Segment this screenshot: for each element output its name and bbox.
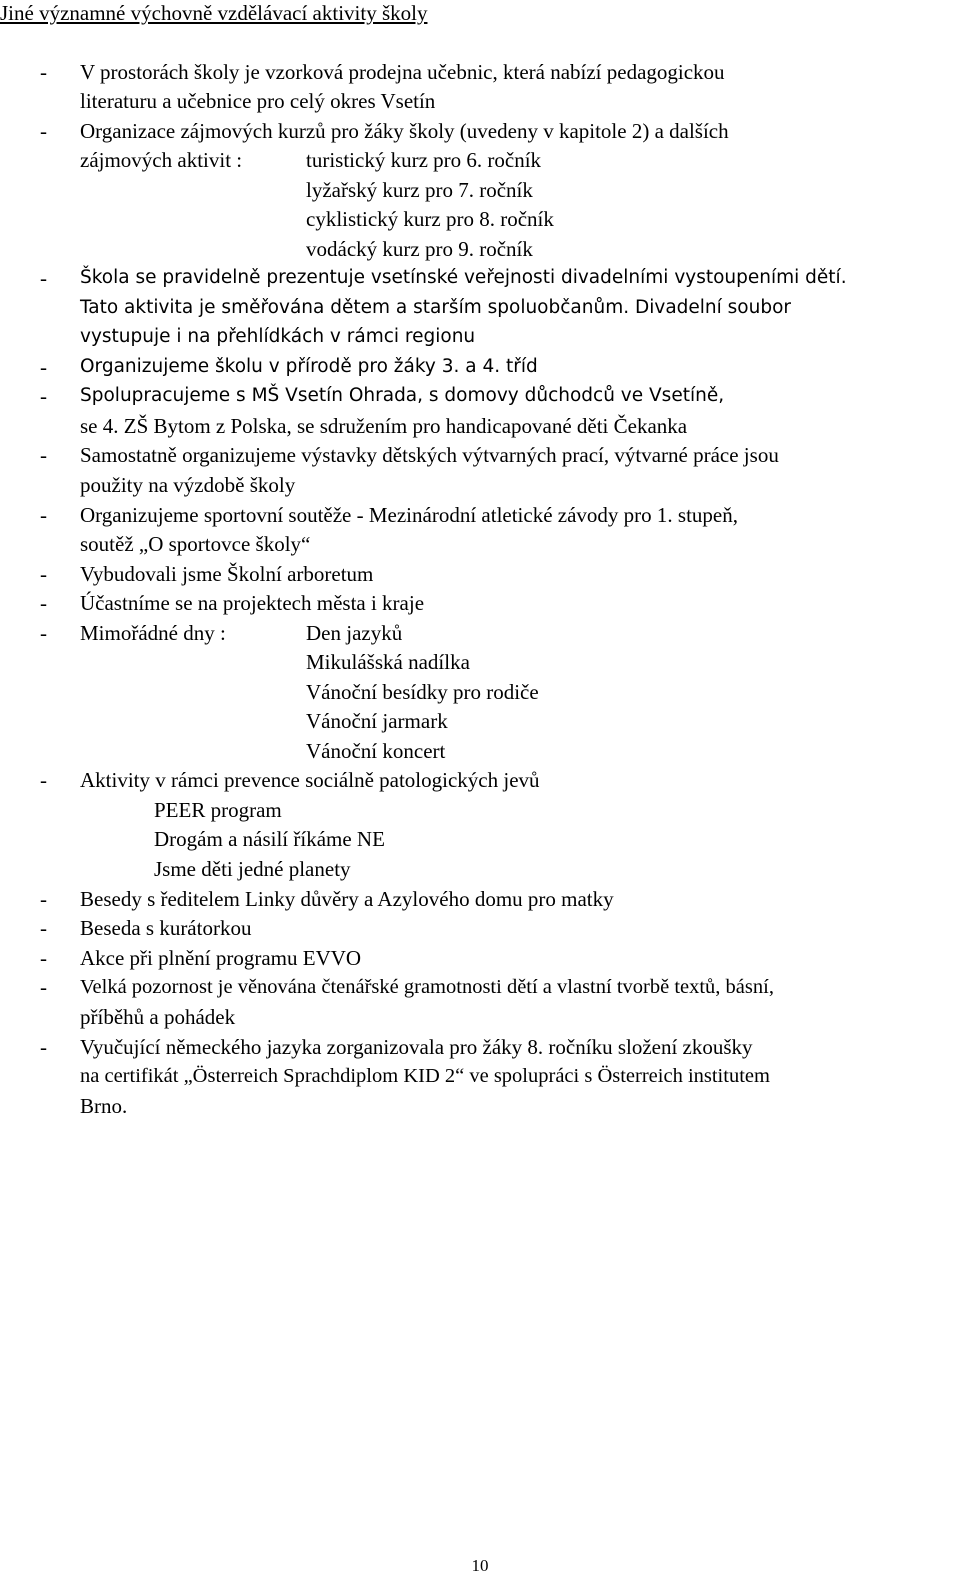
prevention-line: Jsme děti jedné planety: [154, 857, 351, 881]
item-line: Škola se pravidelně prezentuje vsetínské veřejnosti divadelními vystoupeními dětí.: [80, 267, 847, 288]
bullet-dash: -: [40, 621, 47, 645]
item-line: Akce při plnění programu EVVO: [80, 946, 362, 970]
item-line: literaturu a učebnice pro celý okres Vsetín: [80, 89, 436, 113]
course-line: turistický kurz pro 6. ročník: [306, 148, 542, 172]
page-title: Jiné významné výchovně vzdělávací aktivity školy: [0, 1, 428, 25]
item-line: na certifikát „Österreich Sprachdiplom KID 2“ ve spolupráci s Österreich institutem: [80, 1065, 770, 1087]
item-line: Organizujeme sportovní soutěže - Mezinárodní atletické závody pro 1. stupeň,: [80, 503, 738, 527]
item-line: V prostorách školy je vzorková prodejna učebnic, která nabízí pedagogickou: [80, 60, 725, 84]
item-line: Aktivity v rámci prevence sociálně patologických jevů: [80, 768, 540, 792]
bullet-dash: -: [40, 384, 47, 408]
bullet-dash: -: [40, 946, 47, 970]
bullet-dash: -: [40, 355, 47, 379]
item-line: Tato aktivita je směřována dětem a starším spoluobčanům. Divadelní soubor: [80, 297, 792, 318]
bullet-dash: -: [40, 887, 47, 911]
prevention-line: Drogám a násilí říkáme NE: [154, 827, 385, 851]
item-line: příběhů a pohádek: [80, 1005, 236, 1029]
bullet-dash: -: [40, 266, 47, 290]
special-day-line: Vánoční koncert: [306, 739, 446, 763]
bullet-dash: -: [40, 60, 47, 84]
special-day-line: Mikulášská nadílka: [306, 650, 470, 674]
course-line: cyklistický kurz pro 8. ročník: [306, 207, 554, 231]
item-line: Beseda s kurátorkou: [80, 916, 252, 940]
special-day-line: Den jazyků: [306, 621, 403, 645]
item-line: Vyučující německého jazyka zorganizovala pro žáky 8. ročníku složení zkoušky: [80, 1035, 753, 1059]
bullet-dash: -: [40, 591, 47, 615]
bullet-dash: -: [40, 916, 47, 940]
item-line: Brno.: [80, 1094, 128, 1118]
item-line: Účastníme se na projektech města i kraje: [80, 591, 425, 615]
item-line: vystupuje i na přehlídkách v rámci regionu: [80, 326, 476, 347]
item-line: zájmových aktivit :: [80, 148, 243, 172]
item-line: Organizujeme školu v přírodě pro žáky 3. a 4. tříd: [80, 356, 538, 377]
page-number: 10: [471, 1556, 489, 1575]
item-line: Mimořádné dny :: [80, 621, 226, 645]
item-line: Samostatně organizujeme výstavky dětských výtvarných prací, výtvarné práce jsou: [80, 443, 779, 467]
special-day-line: Vánoční besídky pro rodiče: [306, 680, 539, 704]
bullet-dash: -: [40, 119, 47, 143]
bullet-dash: -: [40, 975, 47, 999]
item-line: se 4. ZŠ Bytom z Polska, se sdružením pro handicapované děti Čekanka: [80, 414, 688, 438]
item-line: Velká pozornost je věnována čtenářské gramotnosti dětí a vlastní tvorbě textů, básní,: [80, 976, 774, 998]
bullet-dash: -: [40, 768, 47, 792]
item-line: Spolupracujeme s MŠ Vsetín Ohrada, s domovy důchodců ve Vsetíně,: [80, 385, 725, 406]
bullet-dash: -: [40, 562, 47, 586]
special-day-line: Vánoční jarmark: [306, 709, 448, 733]
prevention-line: PEER program: [154, 798, 282, 822]
item-line: soutěž „O sportovce školy“: [80, 532, 311, 556]
bullet-dash: -: [40, 443, 47, 467]
bullet-dash: -: [40, 503, 47, 527]
item-line: Besedy s ředitelem Linky důvěry a Azylového domu pro matky: [80, 887, 614, 911]
item-line: Vybudovali jsme Školní arboretum: [80, 562, 374, 586]
item-line: Organizace zájmových kurzů pro žáky školy (uvedeny v kapitole 2) a dalších: [80, 119, 729, 143]
item-line: použity na výzdobě školy: [80, 473, 296, 497]
course-line: lyžařský kurz pro 7. ročník: [306, 178, 533, 202]
bullet-dash: -: [40, 1035, 47, 1059]
course-line: vodácký kurz pro 9. ročník: [306, 237, 533, 261]
